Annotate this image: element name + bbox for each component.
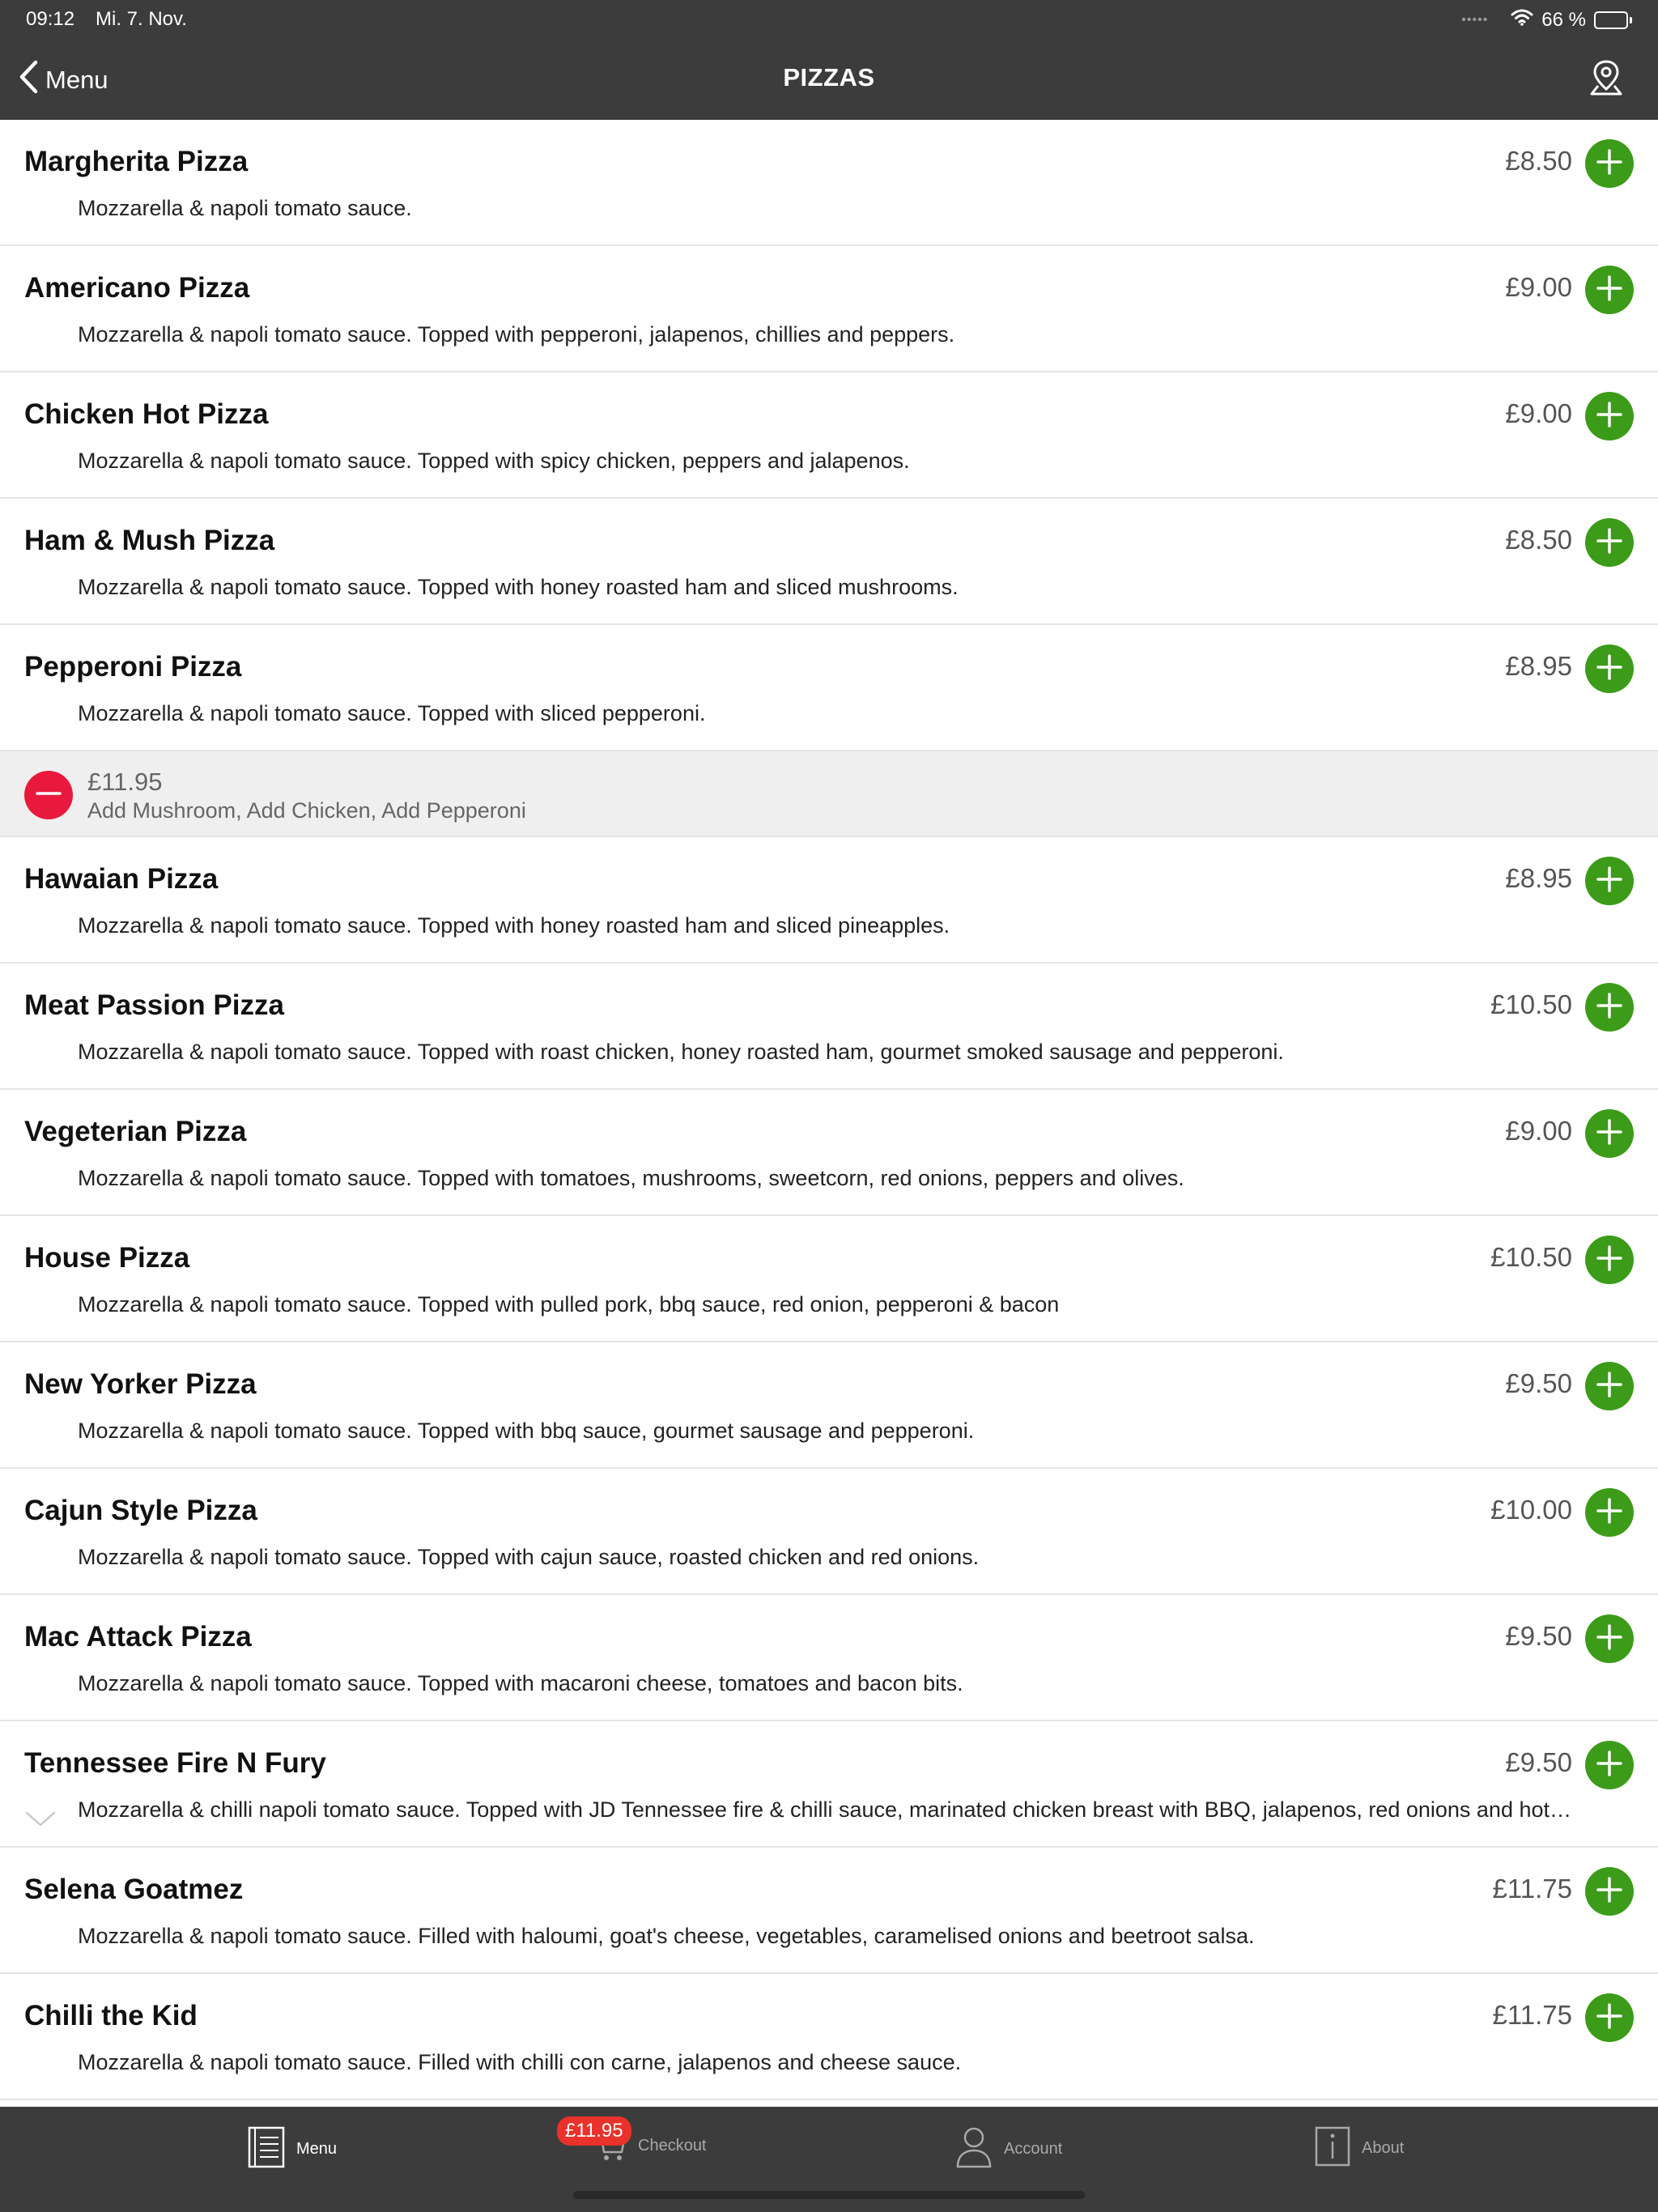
item-name: Chicken Hot Pizza <box>24 398 269 430</box>
minus-icon <box>35 780 62 811</box>
menu-item[interactable] <box>0 1090 1658 1216</box>
tab-account[interactable] <box>955 2126 1062 2172</box>
item-name: Tennessee Fire N Fury <box>24 1747 326 1779</box>
plus-icon <box>1596 992 1623 1023</box>
plus-icon <box>1596 866 1623 897</box>
signal-dots: ••••• <box>1461 12 1489 27</box>
item-name: Chilli the Kid <box>24 2000 198 2031</box>
plus-icon <box>1596 401 1623 432</box>
top-bar <box>0 0 1658 120</box>
item-price: £8.50 <box>1505 525 1572 555</box>
item-price: £8.95 <box>1505 863 1572 893</box>
add-button[interactable] <box>1585 1488 1634 1537</box>
battery-icon <box>1594 11 1632 29</box>
item-name: Ham & Mush Pizza <box>24 525 275 556</box>
item-description: Mozzarella & napoli tomato sauce. Topped with sliced pepperoni. <box>78 701 706 725</box>
item-name: Meat Passion Pizza <box>24 989 284 1021</box>
item-price: £9.50 <box>1505 1368 1572 1398</box>
item-description: Mozzarella & napoli tomato sauce. Topped with pulled pork, bbq sauce, red onion, pepperoni & bacon <box>78 1292 1060 1317</box>
item-name: Hawaian Pizza <box>24 863 219 895</box>
item-description: Mozzarella & napoli tomato sauce. Topped with honey roasted ham and sliced pineapples. <box>78 913 950 938</box>
add-button[interactable] <box>1585 392 1634 440</box>
pizza-list <box>0 120 1658 2100</box>
add-button[interactable] <box>1585 266 1634 314</box>
item-price: £9.50 <box>1505 1621 1572 1651</box>
item-description: Mozzarella & napoli tomato sauce. Topped with cajun sauce, roasted chicken and red onions. <box>78 1545 980 1569</box>
cart-line-item <box>0 751 1658 837</box>
item-description: Mozzarella & napoli tomato sauce. Topped with macaroni cheese, tomatoes and bacon bits. <box>78 1671 963 1695</box>
page-title: PIZZAS <box>783 63 875 91</box>
home-indicator[interactable] <box>573 2191 1085 2199</box>
item-price: £10.50 <box>1490 989 1572 1019</box>
item-description: Mozzarella & napoli tomato sauce. Topped with tomatoes, mushrooms, sweetcorn, red onions, peppers and olives. <box>78 1166 1184 1190</box>
tab-checkout-label: Checkout <box>638 2137 707 2155</box>
item-name: New Yorker Pizza <box>24 1368 257 1400</box>
menu-item[interactable] <box>0 372 1658 499</box>
status-time: 09:12 <box>26 8 75 30</box>
menu-item[interactable] <box>0 1216 1658 1342</box>
tab-about-label: About <box>1362 2139 1405 2157</box>
add-button[interactable] <box>1585 644 1634 693</box>
item-price: £9.00 <box>1505 398 1572 428</box>
menu-item[interactable] <box>0 120 1658 246</box>
menu-item[interactable] <box>0 499 1658 625</box>
status-right <box>1461 8 1632 32</box>
item-description: Mozzarella & napoli tomato sauce. Topped with pepperoni, jalapenos, chillies and peppers. <box>78 322 955 347</box>
menu-item[interactable] <box>0 246 1658 372</box>
status-date: Mi. 7. Nov. <box>96 8 187 30</box>
plus-icon <box>1596 274 1623 306</box>
plus-icon <box>1596 1371 1623 1402</box>
item-price: £11.75 <box>1492 1874 1572 1904</box>
menu-item[interactable] <box>0 1848 1658 1974</box>
tab-menu-label: Menu <box>296 2140 338 2158</box>
cart-line-price: £11.95 <box>87 768 163 796</box>
battery-percent: 66 % <box>1541 8 1586 31</box>
item-price: £8.95 <box>1505 651 1572 681</box>
item-price: £8.50 <box>1505 146 1572 176</box>
add-button[interactable] <box>1585 1236 1634 1284</box>
add-button[interactable] <box>1585 1993 1634 2042</box>
menu-item[interactable] <box>0 1342 1658 1469</box>
item-price: £10.00 <box>1490 1495 1572 1525</box>
menu-book-icon <box>248 2126 285 2172</box>
item-description: Mozzarella & napoli tomato sauce. <box>78 196 412 220</box>
plus-icon <box>1596 1750 1623 1781</box>
item-price: £9.00 <box>1505 272 1572 302</box>
menu-item[interactable] <box>0 837 1658 963</box>
add-button[interactable] <box>1585 857 1634 905</box>
item-name: Margherita Pizza <box>24 146 249 177</box>
item-description: Mozzarella & chilli napoli tomato sauce. Topped with JD Tennessee fire & chilli sauce, marinated chicken breast with BBQ, jalapenos, red onions and hot… <box>78 1797 1571 1822</box>
item-name: Americano Pizza <box>24 272 250 304</box>
item-price: £10.50 <box>1490 1242 1572 1272</box>
item-price: £11.75 <box>1492 2000 1572 2030</box>
menu-item[interactable] <box>0 963 1658 1090</box>
plus-icon <box>1596 148 1623 180</box>
item-name: Vegeterian Pizza <box>24 1116 247 1147</box>
add-button[interactable] <box>1585 983 1634 1032</box>
plus-icon <box>1596 1497 1623 1529</box>
item-description: Mozzarella & napoli tomato sauce. Filled with chilli con carne, jalapenos and cheese sauce. <box>78 2050 962 2074</box>
navigation-bar <box>0 39 1658 120</box>
tab-account-label: Account <box>1004 2140 1063 2158</box>
add-button[interactable] <box>1585 139 1634 188</box>
item-description: Mozzarella & napoli tomato sauce. Topped with bbq sauce, gourmet sausage and pepperoni. <box>78 1419 975 1443</box>
tab-about[interactable] <box>1315 2126 1404 2171</box>
wifi-icon <box>1511 8 1533 32</box>
add-button[interactable] <box>1585 1109 1634 1158</box>
map-pin-icon[interactable] <box>1588 58 1624 101</box>
plus-icon <box>1596 1876 1623 1908</box>
add-button[interactable] <box>1585 1614 1634 1663</box>
add-button[interactable] <box>1585 1362 1634 1410</box>
menu-item[interactable] <box>0 1721 1658 1848</box>
item-price: £9.00 <box>1505 1116 1572 1146</box>
plus-icon <box>1596 653 1623 685</box>
remove-button[interactable] <box>24 771 73 819</box>
checkout-badge: £11.95 <box>557 2116 631 2146</box>
add-button[interactable] <box>1585 518 1634 567</box>
plus-icon <box>1596 1118 1623 1150</box>
menu-item[interactable] <box>0 1595 1658 1721</box>
item-name: Cajun Style Pizza <box>24 1495 257 1526</box>
plus-icon <box>1596 2002 1623 2034</box>
plus-icon <box>1596 1244 1623 1276</box>
menu-item[interactable] <box>0 1469 1658 1595</box>
plus-icon <box>1596 1623 1623 1655</box>
item-price: £9.50 <box>1505 1747 1572 1777</box>
cart-line-extras: Add Mushroom, Add Chicken, Add Pepperoni <box>87 798 526 823</box>
menu-item[interactable] <box>0 625 1658 751</box>
plus-icon <box>1596 527 1623 559</box>
menu-item[interactable] <box>0 1974 1658 2100</box>
item-name: Pepperoni Pizza <box>24 651 242 683</box>
add-button[interactable] <box>1585 1867 1634 1916</box>
item-name: Selena Goatmez <box>24 1874 244 1905</box>
back-label: Menu <box>45 66 108 94</box>
chevron-down-icon[interactable] <box>24 1810 57 1832</box>
tab-menu[interactable] <box>248 2126 337 2172</box>
status-bar <box>0 0 1658 39</box>
info-icon <box>1315 2126 1350 2171</box>
item-description: Mozzarella & napoli tomato sauce. Topped with honey roasted ham and sliced mushrooms. <box>78 575 959 599</box>
item-name: Mac Attack Pizza <box>24 1621 252 1653</box>
item-description: Mozzarella & napoli tomato sauce. Topped with spicy chicken, peppers and jalapenos. <box>78 449 910 473</box>
person-icon <box>955 2126 993 2172</box>
item-description: Mozzarella & napoli tomato sauce. Filled with haloumi, goat's cheese, vegetables, caramelised onions and beetroot salsa. <box>78 1924 1255 1948</box>
item-description: Mozzarella & napoli tomato sauce. Topped with roast chicken, honey roasted ham, gourmet smoked sausage and pepperoni. <box>78 1040 1284 1064</box>
add-button[interactable] <box>1585 1741 1634 1789</box>
item-name: House Pizza <box>24 1242 190 1274</box>
